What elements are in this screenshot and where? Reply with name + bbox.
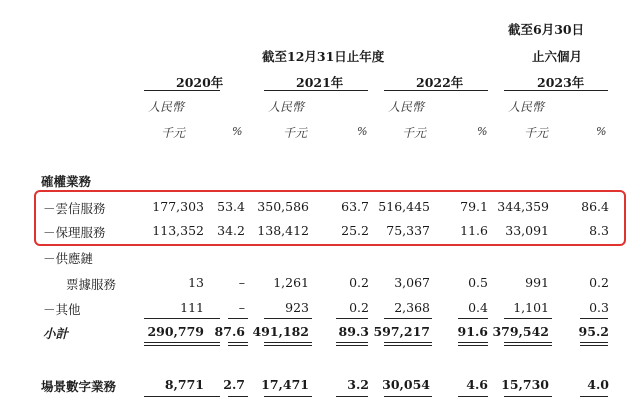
cell: 17,471 xyxy=(261,377,309,392)
subtotal-rule xyxy=(228,318,248,319)
subtotal-double-rule xyxy=(580,342,608,346)
cell: 113,352 xyxy=(152,223,204,238)
cell: 344,359 xyxy=(497,199,549,214)
cell: 4.6 xyxy=(466,377,488,392)
cell: 379,542 xyxy=(492,324,549,339)
subtotal-rule xyxy=(144,318,220,319)
percent-2022: % xyxy=(477,125,488,138)
year-2021: 2021年 xyxy=(296,75,344,90)
scene-rule xyxy=(264,396,312,397)
cell: 30,054 xyxy=(382,377,430,392)
cell: 516,445 xyxy=(378,199,430,214)
subtotal-rule xyxy=(336,318,368,319)
cell: 13 xyxy=(188,275,204,290)
cell: 2.7 xyxy=(223,377,245,392)
row-label-others: －其他 xyxy=(43,302,81,317)
cell: 4.0 xyxy=(587,377,609,392)
cell: 923 xyxy=(285,300,309,315)
scene-rule xyxy=(580,396,608,397)
period-six-months-line1: 截至6月30日 xyxy=(508,22,585,37)
period-year-end: 截至12月31日止年度 xyxy=(262,49,385,64)
cell: 2,368 xyxy=(394,300,430,315)
cell: 991 xyxy=(525,275,549,290)
unit-2021: 千元 xyxy=(283,126,308,140)
cell: 138,412 xyxy=(257,223,309,238)
cell: 1,261 xyxy=(273,275,309,290)
row-label-supply-chain: －供應鏈 xyxy=(43,251,94,266)
currency-2022: 人民幣 xyxy=(388,100,425,114)
subtotal-rule xyxy=(384,318,432,319)
subtotal-rule xyxy=(504,318,552,319)
cell: 0.2 xyxy=(349,300,369,315)
year-underline-2023 xyxy=(504,90,608,91)
currency-2020: 人民幣 xyxy=(148,100,185,114)
cell: 111 xyxy=(180,300,204,315)
currency-2021: 人民幣 xyxy=(268,100,305,114)
cell: 79.1 xyxy=(460,199,488,214)
percent-2021: % xyxy=(357,125,368,138)
percent-2023: % xyxy=(596,125,607,138)
cell: – xyxy=(238,300,245,315)
subtotal-double-rule xyxy=(336,342,368,346)
year-2023: 2023年 xyxy=(537,75,585,90)
cell: 75,337 xyxy=(386,223,430,238)
year-underline-2020 xyxy=(144,90,220,91)
row-label-cloud-credit: －雲信服務 xyxy=(43,201,106,216)
cell: 53.4 xyxy=(217,199,245,214)
cell: 95.2 xyxy=(578,324,609,339)
cell: 0.2 xyxy=(589,275,609,290)
cell: 597,217 xyxy=(373,324,430,339)
subtotal-double-rule xyxy=(458,342,488,346)
unit-2023: 千元 xyxy=(524,126,549,140)
year-underline-2021 xyxy=(264,90,368,91)
cell: – xyxy=(238,275,245,290)
cell: 33,091 xyxy=(505,223,549,238)
cell: 290,779 xyxy=(147,324,204,339)
cell: 350,586 xyxy=(257,199,309,214)
cell: 491,182 xyxy=(252,324,309,339)
year-2020: 2020年 xyxy=(176,75,224,90)
scene-rule xyxy=(228,396,248,397)
row-label-factoring: －保理服務 xyxy=(43,225,106,240)
scene-rule xyxy=(384,396,432,397)
subtotal-rule xyxy=(264,318,312,319)
subtotal-label: 小計 xyxy=(43,326,69,341)
percent-2020: % xyxy=(232,125,243,138)
scene-rule xyxy=(144,396,220,397)
subtotal-rule xyxy=(458,318,488,319)
scene-rule xyxy=(504,396,552,397)
scene-rule xyxy=(458,396,488,397)
unit-2020: 千元 xyxy=(161,126,186,140)
cell: 1,101 xyxy=(513,300,549,315)
cell: 15,730 xyxy=(501,377,549,392)
subtotal-double-rule xyxy=(264,342,312,346)
year-2022: 2022年 xyxy=(416,75,464,90)
cell: 3,067 xyxy=(394,275,430,290)
cell: 0.3 xyxy=(589,300,609,315)
scene-rule xyxy=(336,396,368,397)
cell: 3.2 xyxy=(347,377,369,392)
period-six-months-line2: 止六個月 xyxy=(532,49,583,64)
subtotal-double-rule xyxy=(144,342,220,346)
unit-2022: 千元 xyxy=(402,126,427,140)
cell: 91.6 xyxy=(457,324,488,339)
cell: 86.4 xyxy=(581,199,609,214)
section-title: 確權業務 xyxy=(41,174,92,189)
cell: 0.5 xyxy=(468,275,488,290)
cell: 63.7 xyxy=(341,199,369,214)
cell: 25.2 xyxy=(341,223,369,238)
scene-label: 場景數字業務 xyxy=(41,379,117,394)
year-underline-2022 xyxy=(384,90,488,91)
subtotal-double-rule xyxy=(384,342,432,346)
cell: 177,303 xyxy=(152,199,204,214)
cell: 89.3 xyxy=(338,324,369,339)
cell: 11.6 xyxy=(460,223,488,238)
cell: 0.4 xyxy=(468,300,488,315)
subtotal-double-rule xyxy=(504,342,552,346)
subtotal-rule xyxy=(580,318,608,319)
cell: 0.2 xyxy=(349,275,369,290)
cell: 34.2 xyxy=(217,223,245,238)
subtotal-double-rule xyxy=(228,342,248,346)
cell: 8.3 xyxy=(589,223,609,238)
cell: 8,771 xyxy=(164,377,204,392)
row-label-bill-services: 票據服務 xyxy=(66,277,117,292)
currency-2023: 人民幣 xyxy=(508,100,545,114)
cell: 87.6 xyxy=(214,324,245,339)
